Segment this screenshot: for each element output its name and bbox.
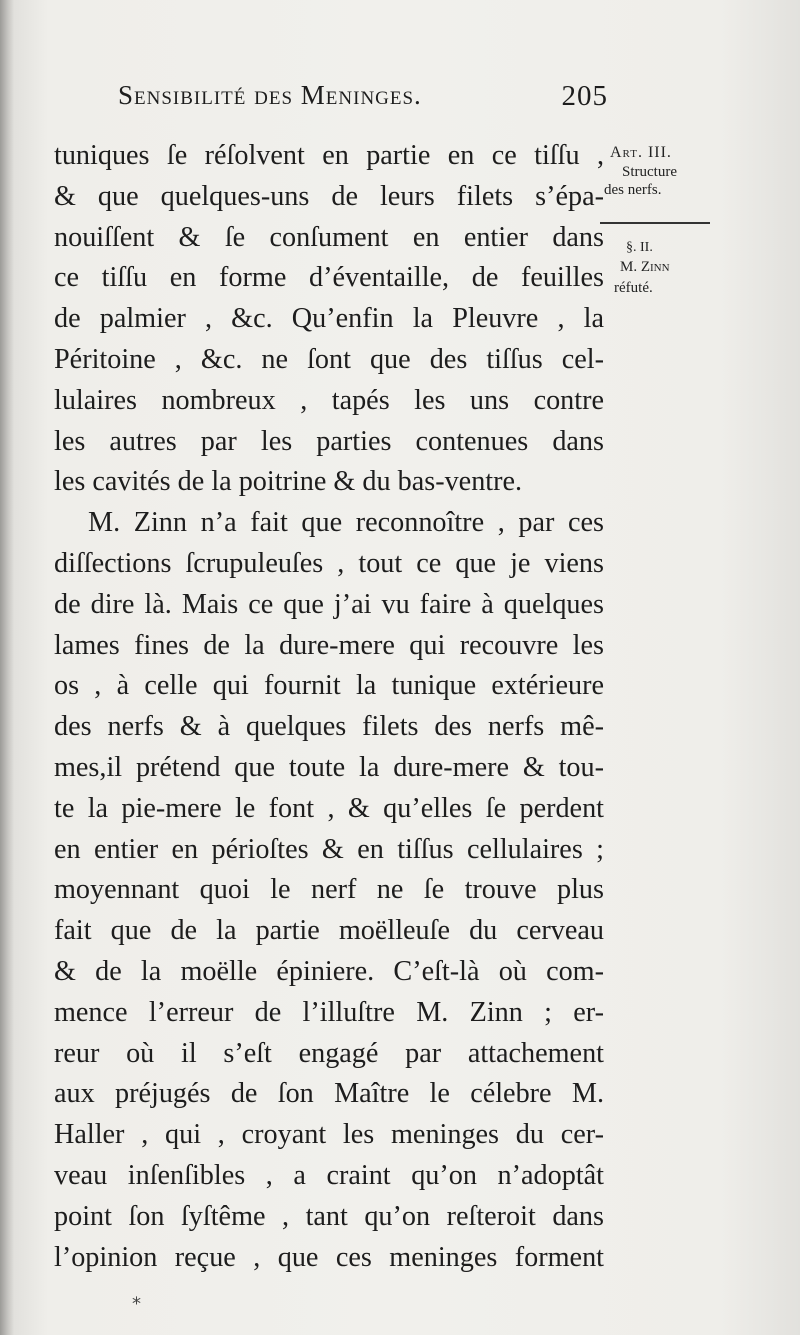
margin-note-article: Art. III.: [610, 144, 672, 161]
text-line: lulaires nombreux , tapés les uns contre: [54, 384, 604, 416]
ink-speck: ⁎: [132, 1288, 141, 1309]
text-line: reur où il s’eſt engagé par attachement: [54, 1037, 604, 1069]
paragraph-start-line: M. Zinn n’a fait que reconnoître , par ces: [88, 507, 604, 539]
text-line: Péritoine , &c. ne ſont que des tiſſus cel-: [54, 343, 604, 375]
text-line: tuniques ſe réſolvent en partie en ce tiſſu ,: [54, 140, 604, 171]
text-line: mence l’erreur de l’illuſtre M. Zinn ; er-: [54, 996, 604, 1028]
margin-note-zinn: M. Zinn: [620, 259, 670, 275]
body-text: [54, 136, 604, 1278]
text-line: nouiſſent & ſe conſument en entier dans: [54, 221, 604, 253]
text-line: te la pie-mere le font , & qu’elles ſe perdent: [54, 792, 604, 824]
text-line: Haller , qui , croyant les meninges du cer-: [54, 1119, 604, 1151]
text-line: mes,il prétend que toute la dure-mere & tou-: [54, 751, 604, 783]
page-gutter-shadow: [0, 0, 14, 1335]
text-line: les cavités de la poitrine & du bas-ventre.: [54, 466, 523, 498]
margin-note-section: §. II.: [626, 240, 653, 255]
margin-note-des-nerfs: des nerfs.: [604, 182, 662, 198]
margin-note-divider: [600, 222, 710, 224]
margin-note-refute: réfuté.: [614, 280, 653, 296]
text-line: & que quelques-uns de leurs filets s’épa-: [54, 180, 604, 212]
text-line: os , à celle qui fournit la tunique extérieure: [54, 670, 604, 702]
text-line: aux préjugés de ſon Maître le célebre M.: [54, 1078, 604, 1110]
text-line: de dire là. Mais ce que j’ai vu faire à quelques: [54, 588, 604, 620]
running-head-title: Sensibilité des Meninges.: [118, 80, 422, 110]
running-head: [118, 76, 608, 116]
text-line: fait que de la partie moëlleuſe du cerveau: [54, 915, 604, 947]
margin-note-structure: Structure: [622, 164, 677, 180]
text-line: & de la moëlle épiniere. C’eſt-là où com-: [54, 955, 604, 987]
text-line: lames fines de la dure-mere qui recouvre les: [54, 629, 604, 661]
text-line: moyennant quoi le nerf ne ſe trouve plus: [54, 874, 604, 906]
text-line: les autres par les parties contenues dans: [54, 425, 604, 457]
text-line: point ſon ſyſtême , tant qu’on reſteroit dans: [54, 1200, 604, 1232]
text-line: de palmier , &c. Qu’enfin la Pleuvre , la: [54, 303, 604, 335]
text-line: des nerfs & à quelques filets des nerfs mê-: [54, 711, 604, 743]
text-line: veau inſenſibles , a craint qu’on n’adoptât: [54, 1159, 604, 1191]
text-line: l’opinion reçue , que ces meninges forment: [54, 1241, 604, 1273]
text-line: ce tiſſu en forme d’éventaille, de feuilles: [54, 262, 604, 294]
text-line: diſſections ſcrupuleuſes , tout ce que je viens: [54, 547, 604, 579]
page-number: 205: [561, 80, 608, 112]
text-line: en entier en périoſtes & en tiſſus cellulaires ;: [54, 833, 604, 865]
